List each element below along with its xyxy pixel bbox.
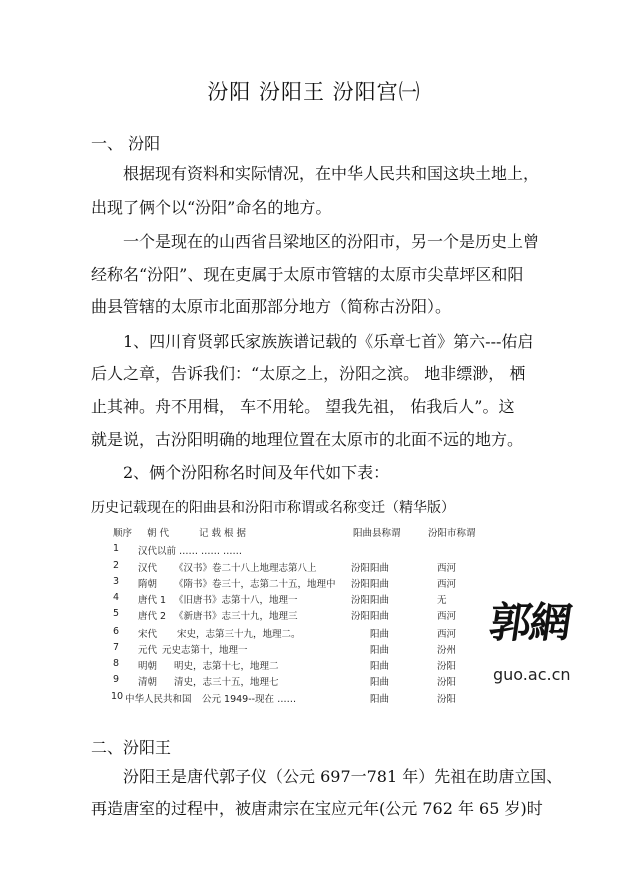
table-header-yangqu: 阳曲县称谓 [353, 528, 401, 539]
section2-heading: 二、汾阳王 [91, 738, 172, 757]
paragraph-line: 一个是现在的山西省吕梁地区的汾阳市，另一个是历史上曾 [123, 232, 540, 251]
table-cell: 汾阳 [437, 661, 457, 672]
table-cell: 5 [113, 608, 120, 619]
table-cell: 汾州 [437, 645, 457, 656]
table-header-order: 顺序 [113, 528, 133, 539]
table-cell: 宋代 [138, 629, 158, 640]
table-cell: 清史，志三十五，地理七 [174, 677, 279, 688]
table-cell: 2 [113, 560, 120, 571]
paragraph-line: 出现了俩个以“汾阳”命名的地方。 [91, 198, 332, 217]
table-cell: 8 [113, 658, 120, 669]
table-cell: 西河 [437, 579, 457, 590]
paragraph-line: 经称名“汾阳”、现在吏属于太原市管辖的太原市尖草坪区和阳 [91, 265, 524, 284]
table-cell: 1 [113, 543, 120, 554]
table-cell: 隋朝 [138, 579, 158, 590]
paragraph-line: 2、俩个汾阳称名时间及年代如下表： [123, 463, 390, 482]
table-cell: 汾阳阳曲 [351, 563, 390, 574]
table-header-fenyang: 汾阳市称谓 [428, 528, 476, 539]
table-cell: 阳曲 [370, 645, 390, 656]
paragraph-line: 汾阳王是唐代郭子仪（公元 697一781 年）先祖在助唐立国、 [123, 767, 563, 786]
table-cell: 汉代 [138, 563, 158, 574]
table-cell: 元代 [138, 645, 158, 656]
table-cell: 汾阳阳曲 [351, 611, 390, 622]
paragraph-line: 就是说，古汾阳明确的地理位置在太原市的北面不远的地方。 [91, 430, 524, 449]
table-cell: 唐代 2 [138, 611, 167, 622]
table-title: 历史记载现在的阳曲县和汾阳市称谓或名称变迁（精华版） [91, 500, 455, 516]
table-cell: 汾阳阳曲 [351, 595, 390, 606]
table-cell: 阳曲 [370, 694, 390, 705]
table-cell: 阳曲 [370, 629, 390, 640]
table-cell: 宋史，志第三十九，地理二。 [177, 629, 301, 640]
table-cell: 汾阳阳曲 [351, 579, 390, 590]
table-cell: 汉代以前 …… …… …… [138, 546, 243, 557]
paragraph-line: 再造唐室的过程中，被唐肃宗在宝应元年(公元 762 年 65 岁)时 [91, 799, 543, 818]
table-cell: 中华人民共和国 [125, 694, 192, 705]
table-cell: 公元 1949--现在 …… [202, 694, 297, 705]
table-cell: 9 [113, 674, 120, 685]
table-cell: 6 [113, 626, 120, 637]
table-cell: 3 [113, 576, 120, 587]
table-cell: 西河 [437, 611, 457, 622]
table-header-dynasty: 朝 代 [147, 528, 170, 539]
table-cell: 汾阳 [437, 694, 457, 705]
table-cell: 西河 [437, 563, 457, 574]
table-cell: 唐代 1 [138, 595, 167, 606]
paragraph-line: 后人之章，告诉我们：“太原之上，汾阳之滨。 地非缥渺， 栖 [91, 364, 526, 383]
logo-chinese: 郭網 [486, 598, 574, 647]
paragraph-line: 根据现有资料和实际情况，在中华人民共和国这块土地上， [123, 164, 540, 183]
table-cell: 清朝 [138, 677, 158, 688]
page-title: 汾阳 汾阳王 汾阳宫㈠ [207, 80, 421, 104]
paragraph-line: 1、四川育贤郭氏家族族谱记载的《乐章七首》第六---佑启 [123, 332, 534, 351]
table-header-source: 记 载 根 据 [199, 528, 247, 539]
table-cell: 10 [111, 691, 124, 702]
table-cell: 元史志第十，地理一 [162, 645, 248, 656]
table-cell: 《隋书》卷三十，志第二十五，地理中 [174, 579, 336, 590]
section1-heading: 一、 汾阳 [91, 134, 161, 153]
table-cell: 西河 [437, 629, 457, 640]
table-cell: 《新唐书》志三十九，地理三 [174, 611, 298, 622]
table-cell: 4 [113, 592, 120, 603]
table-cell: 阳曲 [370, 661, 390, 672]
table-cell: 7 [113, 642, 120, 653]
table-cell: 明史，志第十七，地理二 [174, 661, 279, 672]
table-cell: 明朝 [138, 661, 158, 672]
table-cell: 《旧唐书》志第十八，地理一 [174, 595, 298, 606]
paragraph-line: 止其神。舟不用楫， 车不用轮。 望我先祖， 佑我后人”。这 [91, 397, 515, 416]
paragraph-line: 曲县管辖的太原市北面那部分地方（简称古汾阳）。 [91, 297, 452, 316]
table-cell: 汾阳 [437, 677, 457, 688]
table-cell: 阳曲 [370, 677, 390, 688]
table-cell: 《汉书》卷二十八上地理志第八上 [174, 563, 317, 574]
table-cell: 无 [437, 595, 447, 606]
logo-domain: guo.ac.cn [493, 665, 571, 684]
